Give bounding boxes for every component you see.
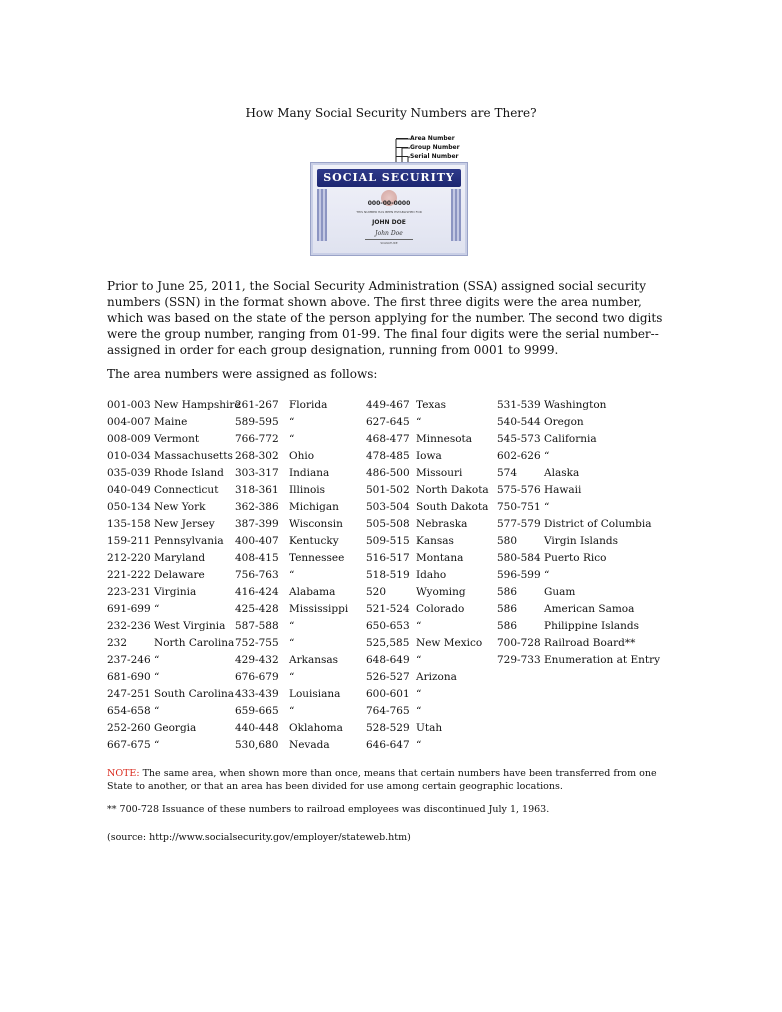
area-number: 509-515 <box>366 535 410 547</box>
area-number: 756-763 <box>235 569 279 581</box>
area-number: 001-003 <box>107 399 151 411</box>
area-number: 425-428 <box>235 603 279 615</box>
state-name: “ <box>154 654 160 666</box>
right-pillar-icon <box>451 189 461 241</box>
state-name: Vermont <box>154 433 200 445</box>
state-name: Virginia <box>154 586 197 598</box>
left-pillar-icon <box>317 189 327 241</box>
state-name: Alabama <box>289 586 336 598</box>
area-number: 221-222 <box>107 569 151 581</box>
state-name: Hawaii <box>544 484 582 496</box>
area-number: 387-399 <box>235 518 279 530</box>
state-name: Kansas <box>416 535 454 547</box>
note <box>107 767 667 793</box>
state-name: “ <box>289 671 295 683</box>
state-name: “ <box>544 501 550 513</box>
area-number: 587-588 <box>235 620 279 632</box>
area-number: 659-665 <box>235 705 279 717</box>
area-number: 530,680 <box>235 739 279 751</box>
state-name: “ <box>416 654 422 666</box>
state-name: “ <box>289 705 295 717</box>
area-number: 440-448 <box>235 722 279 734</box>
state-name: “ <box>289 637 295 649</box>
area-number: 261-267 <box>235 399 279 411</box>
state-name: Wisconsin <box>289 518 343 530</box>
area-number: 646-647 <box>366 739 410 751</box>
area-number: 303-317 <box>235 467 279 479</box>
state-name: Montana <box>416 552 464 564</box>
signature-label: SIGNATURE <box>380 241 398 245</box>
area-number: 574 <box>497 467 518 479</box>
state-name: Indiana <box>289 467 330 479</box>
state-name: Maryland <box>154 552 206 564</box>
area-number: 503-504 <box>366 501 410 513</box>
area-number: 752-755 <box>235 637 279 649</box>
state-name: Puerto Rico <box>544 552 607 564</box>
state-name: North Dakota <box>416 484 489 496</box>
area-number: 247-251 <box>107 688 151 700</box>
state-name: Louisiana <box>289 688 341 700</box>
area-number: 654-658 <box>107 705 151 717</box>
state-name: Delaware <box>154 569 205 581</box>
area-number: 237-246 <box>107 654 151 666</box>
state-name: “ <box>154 739 160 751</box>
area-number: 667-675 <box>107 739 151 751</box>
state-name: Enumeration at Entry <box>544 654 661 666</box>
state-name: Texas <box>416 399 446 411</box>
area-number: 429-432 <box>235 654 279 666</box>
state-name: “ <box>154 603 160 615</box>
area-number-label: Area Number <box>396 134 460 143</box>
area-number: 586 <box>497 603 518 615</box>
area-number: 416-424 <box>235 586 279 598</box>
card-fine-print: THIS NUMBER HAS BEEN ESTABLISHED FOR <box>356 210 422 214</box>
state-name: Georgia <box>154 722 197 734</box>
area-number: 232 <box>107 637 128 649</box>
state-name: New Jersey <box>154 518 215 530</box>
ssn-card-illustration <box>310 134 466 256</box>
state-name: “ <box>416 416 422 428</box>
area-number: 691-699 <box>107 603 151 615</box>
state-name: Iowa <box>416 450 442 462</box>
state-name: Idaho <box>416 569 447 581</box>
card-signature: John Doe <box>375 230 403 237</box>
area-number: 505-508 <box>366 518 410 530</box>
state-name: “ <box>416 705 422 717</box>
area-number: 318-361 <box>235 484 279 496</box>
state-name: “ <box>154 705 160 717</box>
card-name: JOHN DOE <box>372 219 406 226</box>
state-name: Tennessee <box>289 552 345 564</box>
state-name: New Mexico <box>416 637 483 649</box>
state-name: Oregon <box>544 416 584 428</box>
area-number: 681-690 <box>107 671 151 683</box>
state-name: Philippine Islands <box>544 620 640 632</box>
state-name: “ <box>289 620 295 632</box>
state-name: “ <box>544 450 550 462</box>
area-number: 586 <box>497 586 518 598</box>
card-number: 000-00-0000 <box>367 200 411 207</box>
area-number: 008-009 <box>107 433 151 445</box>
area-number: 433-439 <box>235 688 279 700</box>
area-number: 252-260 <box>107 722 151 734</box>
area-number: 600-601 <box>366 688 410 700</box>
state-name: “ <box>416 739 422 751</box>
state-name: Michigan <box>289 501 339 513</box>
area-number: 010-034 <box>107 450 151 462</box>
state-name: Nevada <box>289 739 330 751</box>
state-name: Illinois <box>289 484 326 496</box>
footnote: ** 700-728 Issuance of these numbers to railroad employees was discontinued July 1, 1963. <box>107 804 550 815</box>
state-name: New York <box>154 501 206 513</box>
state-name: American Samoa <box>544 603 635 615</box>
area-number: 596-599 <box>497 569 541 581</box>
signature-line <box>365 239 413 240</box>
area-number: 400-407 <box>235 535 279 547</box>
area-number: 650-653 <box>366 620 410 632</box>
area-number: 040-049 <box>107 484 151 496</box>
area-number: 540-544 <box>497 416 541 428</box>
area-number: 545-573 <box>497 433 541 445</box>
area-number: 586 <box>497 620 518 632</box>
serial-number-label: Serial Number <box>396 152 460 161</box>
area-number: 580 <box>497 535 518 547</box>
ssn-card <box>310 162 468 256</box>
state-name: Alaska <box>544 467 580 479</box>
area-number: 676-679 <box>235 671 279 683</box>
state-name: District of Columbia <box>544 518 652 530</box>
state-name: Minnesota <box>416 433 473 445</box>
area-number: 526-527 <box>366 671 410 683</box>
state-name: Florida <box>289 399 328 411</box>
area-number: 159-211 <box>107 535 151 547</box>
area-number: 520 <box>366 586 387 598</box>
area-number: 004-007 <box>107 416 151 428</box>
area-number: 223-231 <box>107 586 151 598</box>
state-name: California <box>544 433 597 445</box>
state-name: Virgin Islands <box>544 535 618 547</box>
state-name: South Carolina <box>154 688 234 700</box>
area-number: 232-236 <box>107 620 151 632</box>
card-labels <box>396 134 460 161</box>
state-name: Connecticut <box>154 484 219 496</box>
area-number: 468-477 <box>366 433 410 445</box>
state-name: Pennsylvania <box>154 535 224 547</box>
state-name: Kentucky <box>289 535 339 547</box>
area-number: 362-386 <box>235 501 279 513</box>
state-name: Massachusetts <box>154 450 233 462</box>
state-name: “ <box>154 671 160 683</box>
state-name: “ <box>544 569 550 581</box>
state-name: New Hampshire <box>154 399 241 411</box>
state-name: Wyoming <box>416 586 466 598</box>
note-text: The same area, when shown more than once, means that certain numbers have been transferred from one State to another, or that an area has been divided for use among certain geographic locations. <box>107 768 657 792</box>
state-name: Ohio <box>289 450 315 462</box>
area-number: 268-302 <box>235 450 279 462</box>
area-number: 449-467 <box>366 399 410 411</box>
state-name: “ <box>416 688 422 700</box>
area-number: 478-485 <box>366 450 410 462</box>
area-number: 525,585 <box>366 637 410 649</box>
state-name: Arizona <box>416 671 457 683</box>
area-number: 035-039 <box>107 467 151 479</box>
area-number: 531-539 <box>497 399 541 411</box>
area-number: 501-502 <box>366 484 410 496</box>
state-name: Mississippi <box>289 603 349 615</box>
area-number: 602-626 <box>497 450 541 462</box>
area-number: 516-517 <box>366 552 410 564</box>
area-number: 700-728 <box>497 637 541 649</box>
area-number: 589-595 <box>235 416 279 428</box>
area-number: 750-751 <box>497 501 541 513</box>
state-name: Arkansas <box>289 654 339 666</box>
state-name: Missouri <box>416 467 463 479</box>
page-title: How Many Social Security Numbers are There? <box>245 106 537 120</box>
state-name: Utah <box>416 722 443 734</box>
state-name: Guam <box>544 586 576 598</box>
state-name: “ <box>289 433 295 445</box>
state-name: Maine <box>154 416 188 428</box>
area-number: 766-772 <box>235 433 279 445</box>
state-name: West Virginia <box>154 620 226 632</box>
table-subhead: The area numbers were assigned as follows: <box>107 367 378 381</box>
state-name: “ <box>289 569 295 581</box>
state-name: Railroad Board** <box>544 637 636 649</box>
area-number: 518-519 <box>366 569 410 581</box>
state-name: “ <box>416 620 422 632</box>
area-number: 408-415 <box>235 552 279 564</box>
area-number: 764-765 <box>366 705 410 717</box>
note-label: NOTE: <box>107 768 140 779</box>
state-name: Washington <box>544 399 607 411</box>
group-number-label: Group Number <box>396 143 460 152</box>
area-number: 521-524 <box>366 603 410 615</box>
area-number: 575-576 <box>497 484 541 496</box>
card-banner: SOCIAL SECURITY <box>317 169 461 187</box>
area-number: 135-158 <box>107 518 151 530</box>
state-name: Colorado <box>416 603 465 615</box>
state-name: “ <box>289 416 295 428</box>
area-number: 627-645 <box>366 416 410 428</box>
state-name: North Carolina <box>154 637 235 649</box>
area-number: 648-649 <box>366 654 410 666</box>
area-number: 580-584 <box>497 552 541 564</box>
area-number: 577-579 <box>497 518 541 530</box>
state-name: Oklahoma <box>289 722 343 734</box>
state-name: South Dakota <box>416 501 489 513</box>
state-name: Nebraska <box>416 518 468 530</box>
state-name: Rhode Island <box>154 467 224 479</box>
area-number: 528-529 <box>366 722 410 734</box>
area-number: 486-500 <box>366 467 410 479</box>
area-number: 212-220 <box>107 552 151 564</box>
source-citation: (source: http://www.socialsecurity.gov/employer/stateweb.htm) <box>107 832 411 843</box>
area-number: 729-733 <box>497 654 541 666</box>
intro-paragraph: Prior to June 25, 2011, the Social Security Administration (SSA) assigned social security numbers (SSN) in the format shown above. The first three digits were the area number, which was based on the state of the person applying for the number. The second two digits were the group number, ranging from 01-99. The final four digits were the serial number--assigned in order for each group designation, running from 0001 to 9999. <box>107 279 663 357</box>
area-number: 050-134 <box>107 501 151 513</box>
